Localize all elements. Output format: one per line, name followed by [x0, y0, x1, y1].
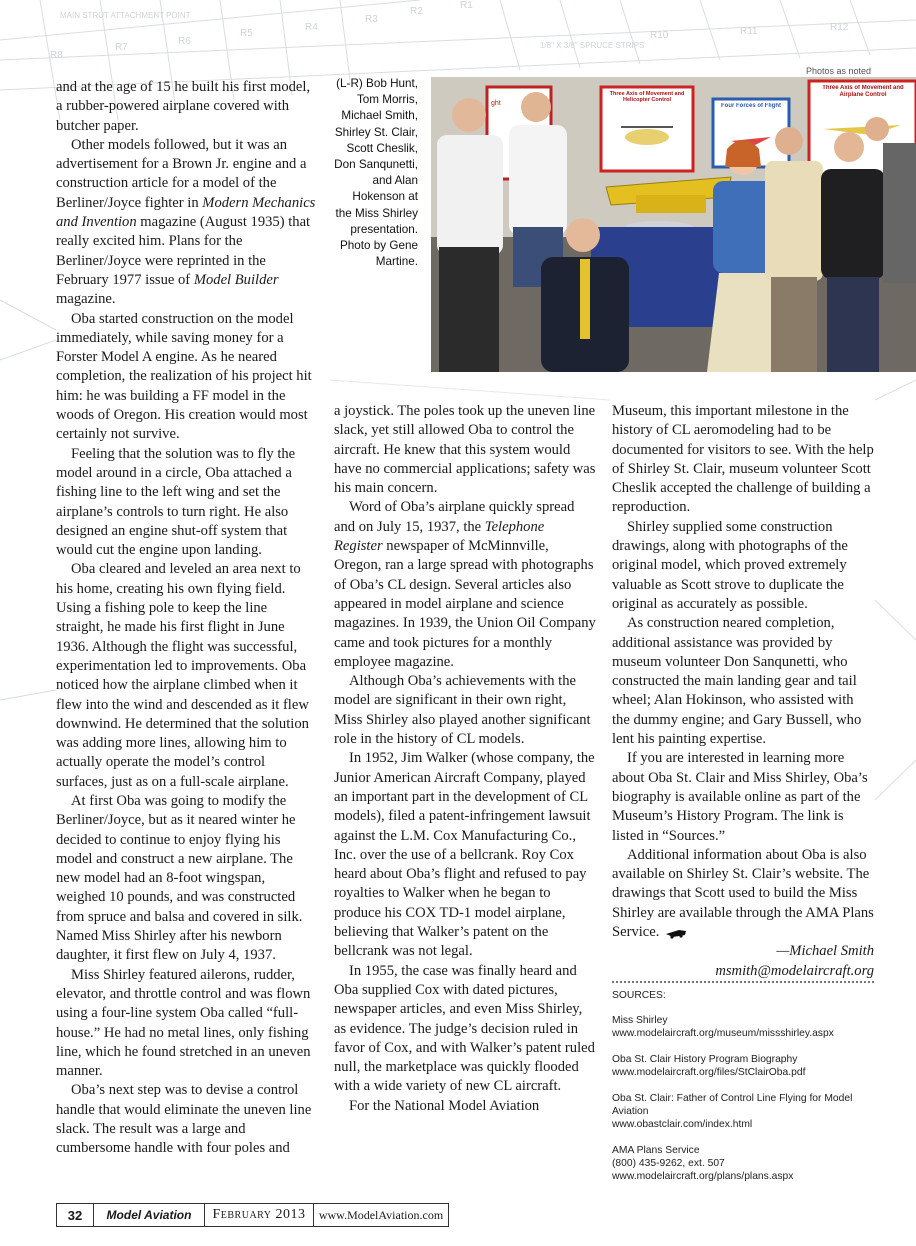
group-photo	[431, 77, 916, 372]
article-column-3	[612, 402, 874, 981]
source-title: Oba St. Clair History Program Biography	[612, 1054, 798, 1065]
author-name: —Michael Smith	[776, 943, 874, 960]
article-column-1	[56, 78, 318, 1159]
paragraph: As construction neared completion, additional assistance was provided by museum volunteer Don Sanqunetti, who constructed the main landing gear and tail wheel; Alan Hokinson, who assisted with the dummy engine; and Gary Bussell, who lent his painting expertise.	[612, 615, 862, 748]
poster-forces: Four Forces of Flight	[713, 99, 789, 167]
blueprint-note-left: MAIN STRUT ATTACHMENT POINT	[60, 11, 191, 20]
article-column-2	[334, 402, 596, 1116]
page-number: 32	[57, 1204, 94, 1226]
paragraph: Feeling that the solution was to fly the model around in a circle, Oba attached a fishing line to the left wing and set the airplane’s controls to turn right. He also designed an engine shut-off system that would cut the engine upon landing.	[56, 445, 296, 559]
sources-box	[612, 981, 874, 1196]
poster-helicopter: Three Axis of Movement and Helicopter Control	[601, 87, 693, 171]
source-title: AMA Plans Service	[612, 1145, 700, 1156]
photo-credit: Photos as noted	[805, 66, 871, 76]
paragraph: For the National Model Aviation	[349, 1097, 540, 1114]
paragraph: In 1952, Jim Walker (whose company, the Junior American Aircraft Company, played an important part in the development of CL models), filed a patent-infringement lawsuit against the L.M. Cox Manufacturing Co., Inc. over the use of a bellcrank. Roy Cox heard about Oba’s flight and refused to pay royalties to Walker when he began to produce his COX TD-1 model airplane, believing that Walker’s patent on the bellcrank was not legal.	[334, 750, 595, 960]
end-mark-airplane-icon	[665, 927, 687, 939]
paragraph: and at the age of 15 he built his first model, a rubber-powered airplane covered with butcher paper.	[56, 79, 311, 134]
paragraph: At first Oba was going to modify the Berliner/Joyce, but as it neared winter he decided to continue to enjoy flying his model and construct a new airplane. The new model had an 8-foot wingspan, weighed 10 pounds, and was constructed from spruce and balsa and covered in silk. Named Miss Shirley after his newborn daughter, it first flew on July 4, 1937.	[56, 792, 303, 964]
website-link[interactable]: www.ModelAviation.com	[318, 1207, 444, 1222]
paragraph: Other models followed, but it was an advertisement for a Brown Jr. engine and a construction article for a model of the Berliner/Joyce fighter in Modern Mechanics and Invention magazine (August 1935) that really excited him. Plans for the Berliner/Joyce were reprinted in the February 1977 issue of Model Builder magazine.	[56, 136, 316, 308]
photo-caption: (L-R) Bob Hunt, Tom Morris, Michael Smith, Shirley St. Clair, Scott Cheslik, Don Sanqunetti, and Alan Hokenson at the Miss Shirley presentation. Photo by Gene Martine.	[334, 77, 418, 269]
blueprint-label-r8: R8	[50, 50, 63, 61]
magazine-name: Model Aviation	[94, 1204, 205, 1226]
source-entry	[612, 1144, 874, 1183]
blueprint-label-r6: R6	[178, 36, 191, 47]
source-title: Miss Shirley	[612, 1015, 668, 1026]
person-scott-cheslik	[765, 127, 823, 372]
blueprint-label-r11: R11	[740, 26, 758, 37]
source-link[interactable]: www.modelaircraft.org/museum/missshirley.aspx	[612, 1028, 834, 1039]
svg-text:ght: ght	[491, 100, 501, 107]
source-entry	[612, 1092, 874, 1131]
source-link[interactable]: www.obastclair.com/index.html	[612, 1119, 753, 1130]
blueprint-label-r5: R5	[240, 28, 253, 39]
blueprint-note-right: 1/8" X 3/8" SPRUCE STRIPS	[540, 41, 645, 50]
sources-heading: SOURCES:	[612, 990, 666, 1001]
paragraph: Word of Oba’s airplane quickly spread and on July 15, 1937, the Telephone Register newspaper of McMinnville, Oregon, ran a large spread with photographs of Oba’s CL design. Several articles also appeared in model airplane and science magazines. In 1939, the Union Oil Company came and took pictures for a monthly employee magazine.	[334, 499, 596, 670]
paragraph: Additional information about Oba is also available on Shirley St. Clair’s website. The drawings that Scott used to build the Miss Shirley are available through the AMA Plans Service.	[612, 846, 874, 941]
blueprint-label-r1: R1	[460, 0, 473, 11]
page-footer	[56, 1203, 449, 1227]
paragraph: If you are interested in learning more about Oba St. Clair and Miss Shirley, Oba’s biography is available online as part of the Museum’s History Program. The link is listed in “Sources.”	[612, 750, 868, 844]
source-link[interactable]: www.modelaircraft.org/files/StClairOba.pdf	[612, 1067, 806, 1078]
source-link[interactable]: www.modelaircraft.org/plans/plans.aspx	[612, 1171, 794, 1182]
paragraph: Shirley supplied some construction drawings, along with photographs of the original model, which proved extremely valuable as Scott strove to duplicate the original as accurately as possible.	[612, 518, 848, 612]
blueprint-label-r2: R2	[410, 6, 423, 17]
blueprint-label-r3: R3	[365, 14, 378, 25]
paragraph: Oba cleared and leveled an area next to his home, creating his own flying field. Using a fishing pole to keep the line straight, he made his first flight in June 1936. Although the flight was successful, experimentation led to improvements. Oba noticed how the airplane climbed when it flew into the wind and descended as it flew downwind. He determined that the solution was adding more lines, allowing him to actually operate the model’s control surfaces, just as on a full-scale airplane.	[56, 561, 309, 790]
blueprint-label-r4: R4	[305, 22, 318, 33]
paragraph: In 1955, the case was finally heard and Oba supplied Cox with dated pictures, newspaper articles, and even Miss Shirley, as evidence. The judge’s decision ruled in favor of Cox, and with Walker’s patent ruled null, the marketplace was quickly flooded with a wide variety of new CL aircraft.	[334, 962, 595, 1095]
paragraph: Although Oba’s achievements with the model are significant in their own right, Miss Shirley also played another significant role in the history of CL models.	[334, 673, 591, 748]
paragraph: a joystick. The poles took up the uneven line slack, yet still allowed Oba to control the aircraft. He knew that this system would have no commercial applications; safety was his main concern.	[334, 403, 596, 497]
person-bob-hunt	[437, 98, 503, 372]
paragraph: Museum, this important milestone in the history of CL aeromodeling had to be documented for visitors to see. With the help of Shirley St. Clair, museum volunteer Scott Cheslik accepted the challenge of building a reproduction.	[612, 403, 874, 516]
blueprint-label-r10: R10	[650, 30, 669, 41]
group-photo-illustration	[431, 77, 916, 372]
source-phone: (800) 435-9262, ext. 507	[612, 1158, 725, 1169]
paragraph: Oba’s next step was to devise a control handle that would eliminate the uneven line slack. The result was a large and cumbersome handle with four poles and	[56, 1082, 312, 1157]
source-title: Oba St. Clair: Father of Control Line Flying for Model Aviation	[612, 1093, 853, 1117]
poster-airplane: Three Axis of Movement and Airplane Control	[809, 81, 916, 181]
blueprint-label-r7: R7	[115, 42, 128, 53]
paragraph: Oba started construction on the model immediately, while saving money for a Forster Model A engine. As he neared completion, the realization of his project hit him: he was building a FF model in the woods of Oregon. His creation would most certainly not survive.	[56, 310, 312, 443]
source-entry	[612, 1014, 874, 1040]
blueprint-label-r12: R12	[830, 22, 849, 33]
author-email: msmith@modelaircraft.org	[715, 962, 874, 979]
paragraph: Miss Shirley featured ailerons, rudder, elevator, and throttle control and was flown using a four-line system Oba called “full-house.” He had no metal lines, only fishing line, which he found stretched in an uneven manner.	[56, 966, 311, 1080]
issue-date: February 2013	[205, 1204, 314, 1226]
source-entry	[612, 1053, 874, 1079]
